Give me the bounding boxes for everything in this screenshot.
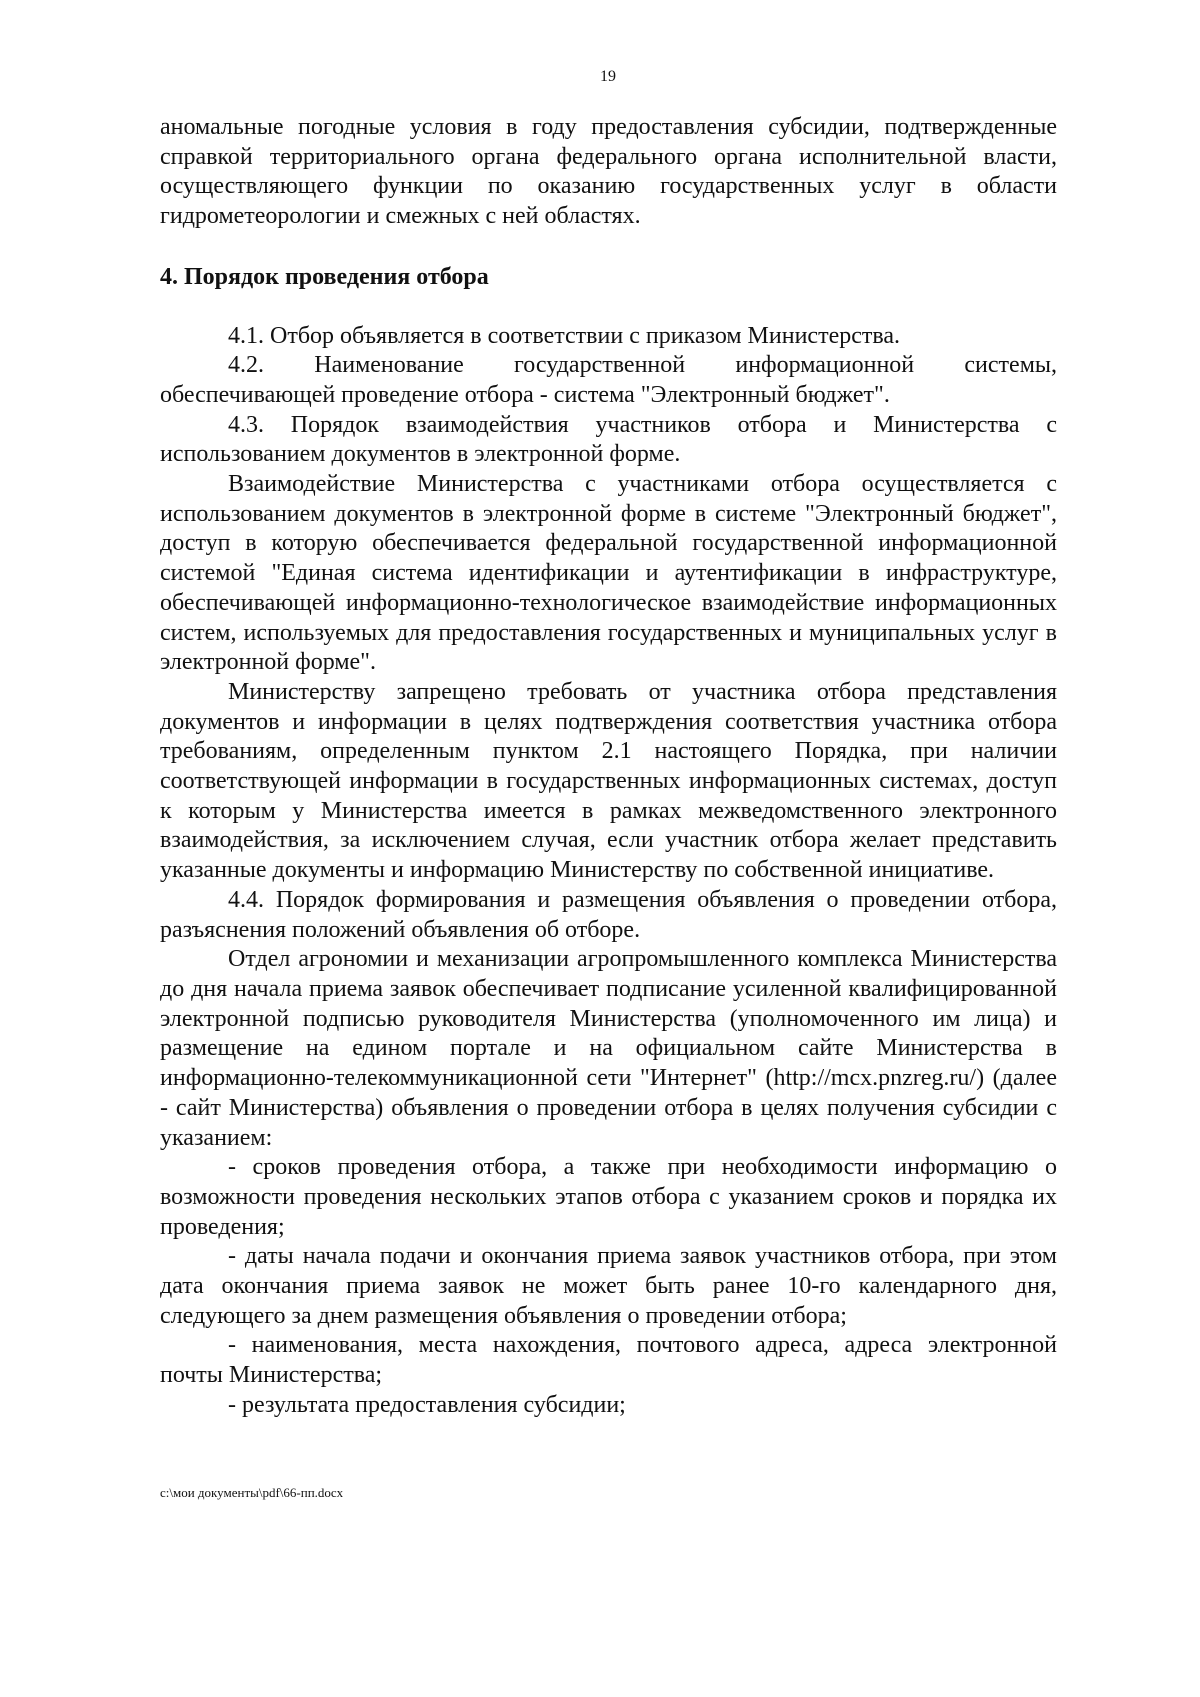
document-body	[160, 113, 1057, 1421]
paragraph-4-4: 4.4. Порядок формирования и размещения объявления о проведении отбора, разъяснения положений объявления об отборе.	[160, 886, 1057, 943]
paragraph-4-2: 4.2. Наименование государственной информационной системы, обеспечивающей проведение отбора - система "Электронный бюджет".	[160, 352, 1057, 408]
list-item-deadlines: - сроков проведения отбора, а также при необходимости информацию о возможности проведения нескольких этапов отбора с указанием сроков и порядка их проведения;	[160, 1154, 1057, 1240]
list-item-dates: - даты начала подачи и окончания приема заявок участников отбора, при этом дата окончания приема заявок не может быть ранее 10-го календарного дня, следующего за днем размещения объявления о проведении отбора;	[160, 1243, 1057, 1329]
paragraph-4-3: 4.3. Порядок взаимодействия участников отбора и Министерства с использованием документов в электронной форме.	[160, 411, 1057, 468]
list-item-result: - результата предоставления субсидии;	[228, 1391, 626, 1418]
list-item-contacts: - наименования, места нахождения, почтового адреса, адреса электронной почты Министерства;	[160, 1332, 1057, 1389]
paragraph-prohibition: Министерству запрещено требовать от участника отбора представления документов и информации в целях подтверждения соответствия участника отбора требованиям, определенным пунктом 2.1 настоящего Порядка, при наличии соответствующей информации в государственных информационных системах, доступ к которым у Министерства имеется в рамках межведомственного электронного взаимодействия, за исключением случая, если участник отбора желает представить указанные документы и информацию Министерству по собственной инициативе.	[160, 678, 1057, 884]
paragraph-4-1: 4.1. Отбор объявляется в соответствии с приказом Министерства.	[228, 322, 901, 349]
page-number: 19	[600, 68, 616, 85]
paragraph-interaction: Взаимодействие Министерства с участниками отбора осуществляется с использованием документов в электронной форме в системе "Электронный бюджет", доступ в которую обеспечивается федеральной государственной информационной системой "Единая система идентификации и аутентификации в инфраструктуре, обеспечивающей информационно-технологическое взаимодействие информационных систем, используемых для предоставления государственных и муниципальных услуг в электронной форме".	[160, 471, 1057, 676]
section-heading: 4. Порядок проведения отбора	[160, 263, 489, 290]
paragraph-department: Отдел агрономии и механизации агропромышленного комплекса Министерства до дня начала приема заявок обеспечивает подписание усиленной квалифицированной электронной подписью руководителя Министерства (уполномоченного им лица) и размещение на едином портале и на официальном сайте Министерства в информационно-телекоммуникационной сети "Интернет" (http://mcx.pnzreg.ru/) (далее - сайт Министерства) объявления о проведении отбора в целях получения субсидии с указанием:	[160, 946, 1057, 1151]
paragraph-continuation: аномальные погодные условия в году предоставления субсидии, подтвержденные справкой территориального органа федерального органа исполнительной власти, осуществляющего функции по оказанию государственных услуг в области гидрометеорологии и смежных с ней областях.	[160, 114, 1057, 230]
footer-file-path: c:\мои документы\pdf\66-пп.docx	[160, 1485, 344, 1500]
